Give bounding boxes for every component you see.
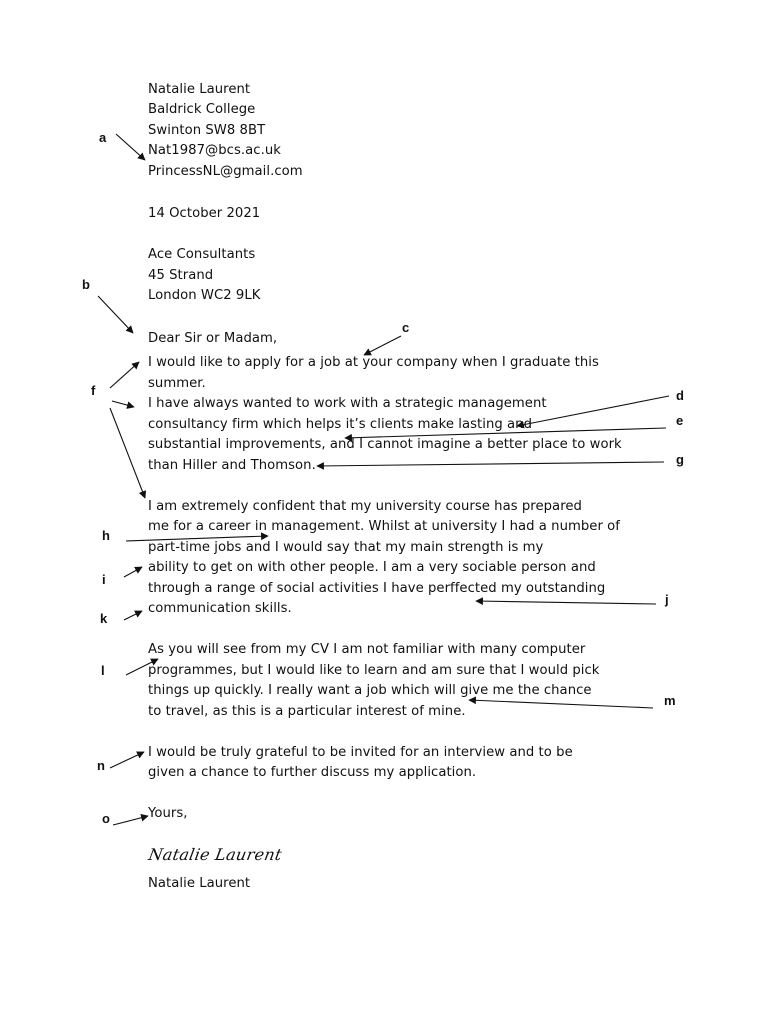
paragraph-2-line: than Hiller and Thomson.: [148, 458, 316, 473]
sender-name: Natalie Laurent: [148, 82, 251, 97]
marker-a: a: [99, 130, 107, 145]
sender-email-1: Nat1987@bcs.ac.uk: [148, 143, 281, 158]
marker-f: f: [91, 383, 96, 398]
signed-name: Natalie Laurent: [148, 876, 251, 891]
paragraph-3-line: me for a career in management. Whilst at university I had a number of: [148, 519, 620, 534]
marker-o: o: [102, 811, 110, 826]
arrow-d: [517, 396, 669, 426]
marker-c: c: [402, 320, 410, 335]
paragraph-4-line: things up quickly. I really want a job which will give me the chance: [148, 683, 592, 698]
arrow-f1: [110, 362, 139, 388]
arrow-f3: [110, 408, 145, 498]
paragraph-1-line: summer.: [148, 376, 206, 391]
marker-b: b: [82, 277, 90, 292]
arrow-l: [126, 659, 158, 675]
sender-address: Swinton SW8 8BT: [148, 123, 266, 138]
marker-m: m: [664, 693, 676, 708]
arrow-c: [364, 336, 401, 355]
paragraph-3-line: communication skills.: [148, 601, 292, 616]
recipient-street: 45 Strand: [148, 268, 214, 283]
arrow-e: [345, 428, 666, 438]
marker-l: l: [101, 663, 105, 678]
marker-k: k: [100, 611, 108, 626]
recipient-company: Ace Consultants: [148, 247, 256, 262]
arrow-h: [126, 536, 268, 541]
paragraph-4-line: As you will see from my CV I am not familiar with many computer: [148, 642, 586, 657]
arrow-o: [113, 816, 148, 825]
arrow-n: [110, 752, 144, 768]
paragraph-2-line: consultancy firm which helps it’s clients make lasting and: [148, 417, 532, 432]
paragraph-2-line: substantial improvements, and I cannot imagine a better place to work: [148, 437, 622, 452]
paragraph-2-line: I have always wanted to work with a strategic management: [148, 396, 547, 411]
arrow-i: [124, 567, 142, 577]
arrow-j: [476, 601, 656, 604]
letter-date: 14 October 2021: [148, 206, 261, 221]
recipient-city: London WC2 9LK: [148, 288, 261, 303]
arrow-f2: [112, 401, 134, 407]
sender-institution: Baldrick College: [148, 102, 256, 117]
marker-h: h: [102, 528, 110, 543]
arrow-a: [116, 134, 145, 160]
paragraph-4-line: programmes, but I would like to learn and am sure that I would pick: [148, 663, 600, 678]
marker-g: g: [676, 452, 684, 467]
marker-n: n: [97, 758, 105, 773]
handwritten-signature: Natalie Laurent: [147, 845, 284, 864]
marker-i: i: [102, 572, 106, 587]
paragraph-1-line: I would like to apply for a job at your company when I graduate this: [148, 355, 599, 370]
paragraph-3-line: through a range of social activities I have perffected my outstanding: [148, 581, 606, 596]
paragraph-5-line: given a chance to further discuss my application.: [148, 765, 477, 780]
paragraph-4-line: to travel, as this is a particular interest of mine.: [148, 704, 466, 719]
arrow-b: [98, 296, 133, 333]
marker-j: j: [665, 592, 669, 607]
marker-e: e: [676, 413, 684, 428]
arrow-k: [124, 611, 142, 620]
closing: Yours,: [148, 806, 188, 821]
arrow-m: [469, 700, 653, 708]
sender-email-2: PrincessNL@gmail.com: [148, 164, 303, 179]
salutation: Dear Sir or Madam,: [148, 331, 278, 346]
paragraph-3-line: part-time jobs and I would say that my main strength is my: [148, 540, 544, 555]
paragraph-3-line: ability to get on with other people. I am a very sociable person and: [148, 560, 596, 575]
paragraph-3-line: I am extremely confident that my university course has prepared: [148, 499, 582, 514]
arrow-g: [317, 462, 664, 466]
marker-d: d: [676, 388, 684, 403]
paragraph-5-line: I would be truly grateful to be invited for an interview and to be: [148, 745, 573, 760]
